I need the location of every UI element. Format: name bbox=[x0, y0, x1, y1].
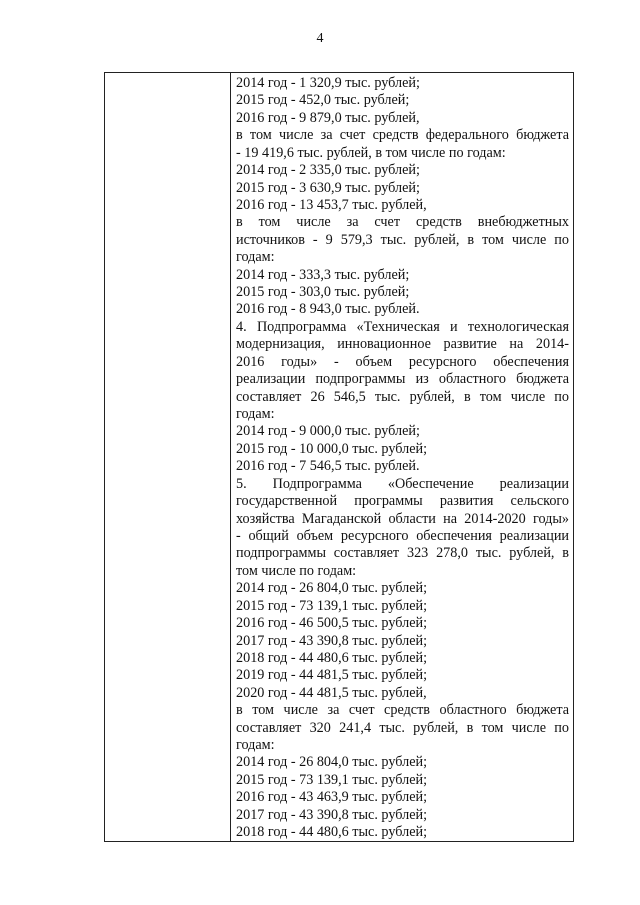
text-line: реализации подпрограммы из областного бюджета bbox=[236, 371, 569, 388]
text-line: 2017 год - 43 390,8 тыс. рублей; bbox=[236, 632, 428, 649]
text-line: годам: bbox=[236, 249, 275, 266]
text-line: 2015 год - 452,0 тыс. рублей; bbox=[236, 92, 410, 109]
text-line: 2014 год - 1 320,9 тыс. рублей; bbox=[236, 75, 420, 91]
text-line: 2016 годы» - объем ресурсного обеспечения bbox=[236, 353, 569, 370]
text-line: 2014 год - 9 000,0 тыс. рублей; bbox=[236, 423, 420, 440]
text-line: годам: bbox=[236, 406, 275, 423]
text-line: 2017 год - 43 390,8 тыс. рублей; bbox=[236, 806, 428, 823]
text-line: 2016 год - 7 546,5 тыс. рублей. bbox=[236, 458, 420, 475]
table-right-cell bbox=[231, 73, 573, 841]
text-line: 2015 год - 73 139,1 тыс. рублей; bbox=[236, 771, 428, 788]
text-line: 5. Подпрограмма «Обеспечение реализации bbox=[236, 475, 569, 492]
text-line: 2016 год - 43 463,9 тыс. рублей; bbox=[236, 789, 428, 806]
table-left-cell bbox=[105, 73, 231, 841]
text-line: 2014 год - 333,3 тыс. рублей; bbox=[236, 266, 410, 283]
text-line: - 19 419,6 тыс. рублей, в том числе по годам: bbox=[236, 144, 506, 161]
text-line: модернизация, инновационное развитие на 2014- bbox=[236, 336, 569, 353]
text-line: 4. Подпрограмма «Техническая и технологическая bbox=[236, 318, 569, 335]
document-table bbox=[104, 72, 574, 842]
text-line: 2020 год - 44 481,5 тыс. рублей, bbox=[236, 684, 427, 701]
text-line: том числе по годам: bbox=[236, 562, 357, 579]
text-line: 2016 год - 13 453,7 тыс. рублей, bbox=[236, 196, 427, 213]
text-line: в том числе за счет средств федерального бюджета bbox=[236, 127, 569, 144]
text-line: 2015 год - 10 000,0 тыс. рублей; bbox=[236, 440, 428, 457]
text-line: в том числе за счет средств областного бюджета bbox=[236, 702, 569, 719]
text-line: 2016 год - 9 879,0 тыс. рублей, bbox=[236, 109, 420, 126]
text-line: 2016 год - 8 943,0 тыс. рублей. bbox=[236, 301, 420, 318]
text-line: 2019 год - 44 481,5 тыс. рублей; bbox=[236, 667, 428, 684]
text-line: 2015 год - 73 139,1 тыс. рублей; bbox=[236, 597, 428, 614]
text-line: составляет 26 546,5 тыс. рублей, в том числе по bbox=[236, 388, 569, 405]
text-line: 2015 год - 303,0 тыс. рублей; bbox=[236, 284, 410, 301]
text-line: 2014 год - 26 804,0 тыс. рублей; bbox=[236, 754, 428, 771]
text-line: 2018 год - 44 480,6 тыс. рублей; bbox=[236, 824, 428, 841]
text-line: подпрограммы составляет 323 278,0 тыс. рублей, в bbox=[236, 545, 569, 562]
text-line: 2015 год - 3 630,9 тыс. рублей; bbox=[236, 179, 420, 196]
text-line: 2014 год - 2 335,0 тыс. рублей; bbox=[236, 162, 420, 179]
text-line: хозяйства Магаданской области на 2014-2020 годы» bbox=[236, 510, 569, 527]
text-line: - общий объем ресурсного обеспечения реализации bbox=[236, 527, 569, 544]
text-line: в том числе за счет средств внебюджетных bbox=[236, 214, 569, 231]
text-line: 2014 год - 26 804,0 тыс. рублей; bbox=[236, 580, 428, 597]
page-number: 4 bbox=[316, 31, 324, 46]
text-line: составляет 320 241,4 тыс. рублей, в том числе по bbox=[236, 719, 569, 736]
text-line: государственной программы развития сельского bbox=[236, 493, 569, 510]
text-line: 2018 год - 44 480,6 тыс. рублей; bbox=[236, 649, 428, 666]
text-line: 2016 год - 46 500,5 тыс. рублей; bbox=[236, 615, 428, 632]
text-line: источников - 9 579,3 тыс. рублей, в том числе по bbox=[236, 231, 569, 248]
text-line: годам: bbox=[236, 737, 275, 754]
